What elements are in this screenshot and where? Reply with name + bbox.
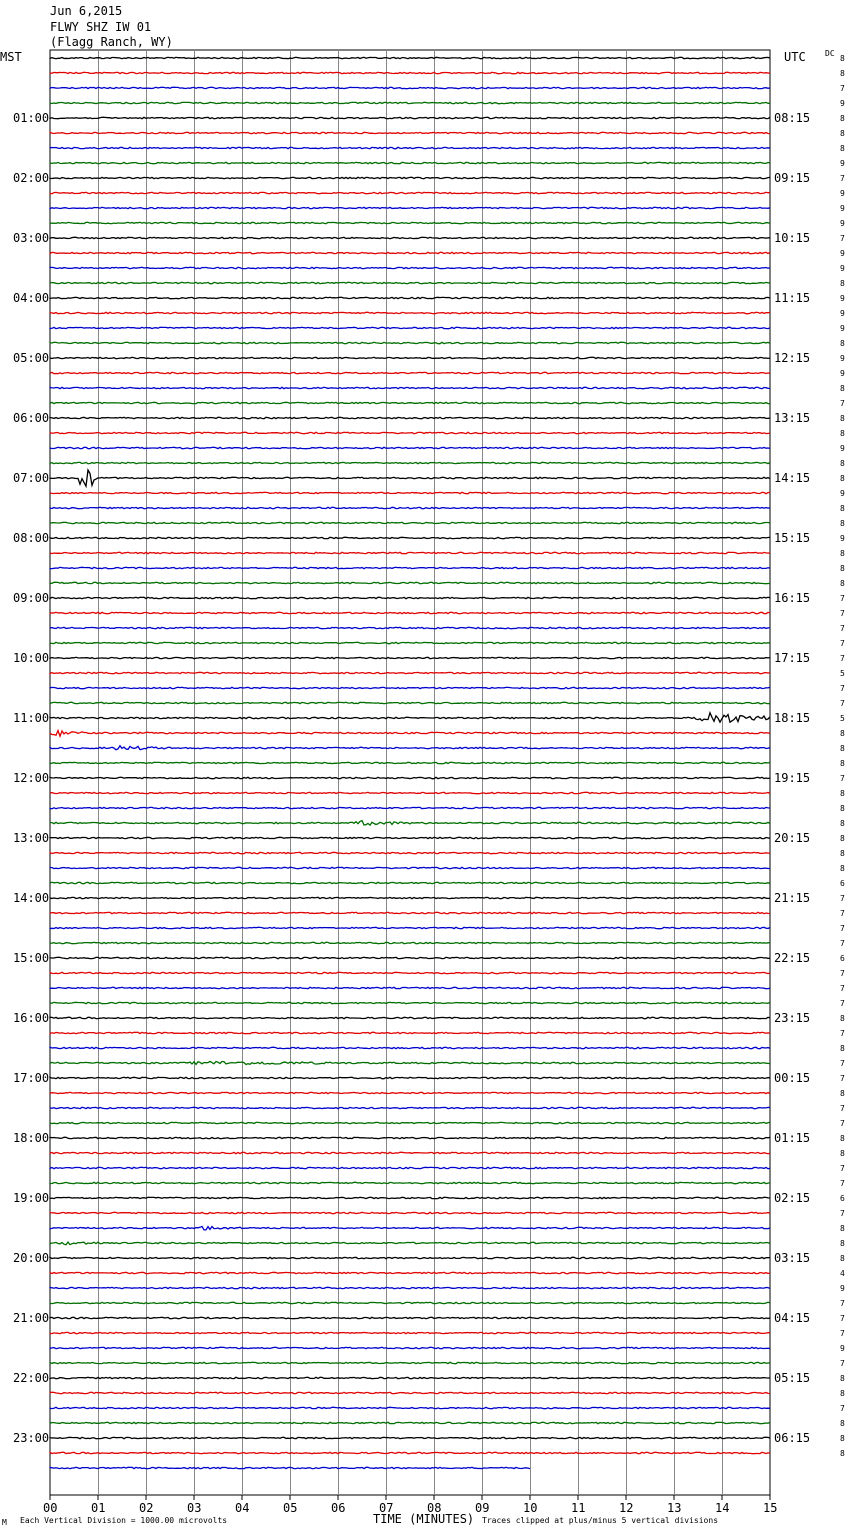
seismic-trace — [50, 1226, 770, 1230]
dc-value: 8 — [840, 1449, 845, 1458]
seismic-trace — [50, 297, 770, 298]
dc-value: 7 — [840, 924, 845, 933]
seismic-trace — [50, 1152, 770, 1153]
mst-hour-label: 11:00 — [13, 711, 50, 725]
dc-value: 8 — [840, 579, 845, 588]
dc-value: 7 — [840, 969, 845, 978]
seismic-trace — [50, 312, 770, 313]
mst-hour-label: 07:00 — [13, 471, 50, 485]
dc-value: 8 — [840, 1389, 845, 1398]
x-tick-label: 12 — [619, 1501, 634, 1515]
dc-value: 8 — [840, 504, 845, 513]
dc-value: 9 — [840, 489, 845, 498]
dc-value: 8 — [840, 1419, 845, 1428]
dc-value: 7 — [840, 234, 845, 243]
seismic-trace — [50, 687, 770, 688]
dc-value: 5 — [840, 714, 845, 723]
dc-value: 8 — [840, 1089, 845, 1098]
mst-hour-label: 20:00 — [13, 1251, 50, 1265]
dc-value: 8 — [840, 864, 845, 873]
x-tick-label: 00 — [43, 1501, 58, 1515]
dc-value: 8 — [840, 459, 845, 468]
seismic-trace — [50, 1107, 770, 1108]
dc-label: DC — [825, 49, 835, 58]
seismic-trace — [50, 1257, 770, 1258]
dc-value: 7 — [840, 894, 845, 903]
utc-hour-label: 05:15 — [774, 1371, 811, 1385]
seismic-trace — [50, 1197, 770, 1198]
dc-value: 7 — [840, 1029, 845, 1038]
seismic-trace — [50, 417, 770, 418]
mst-hour-label: 06:00 — [13, 411, 50, 425]
mst-hour-label: 21:00 — [13, 1311, 50, 1325]
seismic-trace — [50, 957, 770, 958]
dc-value: 7 — [840, 1359, 845, 1368]
dc-value: 9 — [840, 369, 845, 378]
seismic-trace — [50, 1287, 770, 1288]
seismic-trace — [50, 57, 770, 58]
dc-value: 8 — [840, 1224, 845, 1233]
x-tick-label: 05 — [283, 1501, 298, 1515]
dc-value: 9 — [840, 534, 845, 543]
seismic-trace — [50, 942, 770, 943]
dc-value: 8 — [840, 759, 845, 768]
footer-clip-note: Traces clipped at plus/minus 5 vertical divisions — [482, 1516, 719, 1525]
mst-hour-label: 05:00 — [13, 351, 50, 365]
utc-hour-label: 03:15 — [774, 1251, 811, 1265]
seismic-trace — [50, 462, 770, 463]
utc-hour-label: 02:15 — [774, 1191, 811, 1205]
dc-value: 7 — [840, 609, 845, 618]
seismic-trace — [50, 867, 770, 868]
mst-hour-label: 09:00 — [13, 591, 50, 605]
seismic-trace — [50, 470, 770, 486]
x-tick-label: 10 — [523, 1501, 538, 1515]
seismic-trace — [50, 731, 770, 737]
utc-hour-label: 13:15 — [774, 411, 811, 425]
seismic-trace — [50, 882, 770, 883]
seismic-trace — [50, 612, 770, 613]
seismic-trace — [50, 1167, 770, 1168]
seismic-trace — [50, 1377, 770, 1378]
mst-hour-label: 18:00 — [13, 1131, 50, 1145]
mst-axis-label: MST — [0, 50, 22, 64]
dc-value: 4 — [840, 1269, 845, 1278]
seismic-trace — [50, 522, 770, 523]
seismic-trace — [50, 627, 770, 628]
seismic-trace — [50, 1347, 770, 1348]
seismic-trace — [50, 72, 770, 73]
dc-value: 9 — [840, 1284, 845, 1293]
seismic-trace — [50, 987, 770, 988]
seismic-trace — [50, 132, 770, 133]
plot-frame — [50, 50, 770, 1495]
dc-value: 8 — [840, 54, 845, 63]
seismic-trace — [50, 1392, 770, 1393]
dc-value: 6 — [840, 879, 845, 888]
dc-value: 7 — [840, 1059, 845, 1068]
dc-value: 7 — [840, 1164, 845, 1173]
mst-hour-label: 15:00 — [13, 951, 50, 965]
seismic-trace — [50, 1092, 770, 1093]
seismic-trace — [50, 713, 770, 722]
seismic-trace — [50, 642, 770, 643]
dc-value: 9 — [840, 354, 845, 363]
seismic-trace — [50, 147, 770, 148]
grid-lines — [50, 50, 770, 1495]
dc-value: 8 — [840, 384, 845, 393]
seismic-trace — [50, 897, 770, 898]
mst-hour-label: 08:00 — [13, 531, 50, 545]
seismic-trace — [50, 912, 770, 913]
header-location: (Flagg Ranch, WY) — [50, 35, 173, 49]
dc-value: 8 — [840, 819, 845, 828]
seismic-trace — [50, 1077, 770, 1078]
x-tick-label: 02 — [139, 1501, 154, 1515]
utc-hour-label: 04:15 — [774, 1311, 811, 1325]
mst-hour-label: 04:00 — [13, 291, 50, 305]
axis-labels — [13, 54, 845, 1515]
seismic-trace — [50, 1061, 770, 1064]
dc-value: 7 — [840, 1179, 845, 1188]
seismic-trace — [50, 432, 770, 433]
dc-value: 8 — [840, 1239, 845, 1248]
dc-value: 8 — [840, 69, 845, 78]
x-axis-title: TIME (MINUTES) — [373, 1512, 475, 1526]
seismic-trace — [50, 972, 770, 973]
seismic-trace — [50, 357, 770, 358]
seismic-trace — [50, 252, 770, 253]
dc-value: 9 — [840, 204, 845, 213]
dc-value: 7 — [840, 1209, 845, 1218]
seismic-trace — [50, 567, 770, 568]
dc-value: 9 — [840, 444, 845, 453]
seismic-trace — [50, 837, 770, 838]
x-tick-label: 03 — [187, 1501, 202, 1515]
seismic-trace — [50, 672, 770, 673]
seismic-trace — [50, 746, 770, 750]
mst-hour-label: 22:00 — [13, 1371, 50, 1385]
dc-value: 7 — [840, 999, 845, 1008]
utc-hour-label: 22:15 — [774, 951, 811, 965]
seismic-trace — [50, 1002, 770, 1003]
dc-value: 8 — [840, 834, 845, 843]
dc-value: 7 — [840, 699, 845, 708]
dc-value: 7 — [840, 174, 845, 183]
utc-hour-label: 10:15 — [774, 231, 811, 245]
seismic-trace — [50, 537, 770, 538]
seismic-trace — [50, 1422, 770, 1423]
mst-hour-label: 23:00 — [13, 1431, 50, 1445]
dc-value: 8 — [840, 804, 845, 813]
seismic-trace — [50, 447, 770, 448]
utc-hour-label: 09:15 — [774, 171, 811, 185]
utc-hour-label: 17:15 — [774, 651, 811, 665]
dc-value: 8 — [840, 1014, 845, 1023]
dc-value: 7 — [840, 1119, 845, 1128]
mst-hour-label: 01:00 — [13, 111, 50, 125]
x-tick-label: 11 — [571, 1501, 586, 1515]
x-tick-label: 14 — [715, 1501, 730, 1515]
dc-value: 8 — [840, 1134, 845, 1143]
seismic-trace — [50, 807, 770, 808]
mst-hour-label: 03:00 — [13, 231, 50, 245]
seismic-trace — [50, 207, 770, 208]
header-station: FLWY SHZ IW 01 — [50, 20, 152, 34]
seismic-trace — [50, 702, 770, 703]
x-tick-label: 13 — [667, 1501, 682, 1515]
dc-value: 9 — [840, 99, 845, 108]
seismic-trace — [50, 852, 770, 853]
mst-hour-label: 13:00 — [13, 831, 50, 845]
dc-value: 7 — [840, 624, 845, 633]
mst-hour-label: 10:00 — [13, 651, 50, 665]
dc-value: 8 — [840, 114, 845, 123]
utc-hour-label: 20:15 — [774, 831, 811, 845]
seismic-trace — [50, 1362, 770, 1363]
x-tick-label: 07 — [379, 1501, 394, 1515]
dc-value: 7 — [840, 1074, 845, 1083]
dc-value: 8 — [840, 789, 845, 798]
seismic-trace — [50, 1437, 770, 1438]
seismic-trace — [50, 1317, 770, 1318]
dc-value: 7 — [840, 1104, 845, 1113]
seismic-trace — [50, 762, 770, 763]
dc-value: 8 — [840, 1434, 845, 1443]
seismic-trace — [50, 237, 770, 238]
utc-hour-label: 12:15 — [774, 351, 811, 365]
header-date: Jun 6,2015 — [50, 4, 123, 18]
utc-hour-label: 11:15 — [774, 291, 811, 305]
dc-value: 7 — [840, 684, 845, 693]
mst-hour-label: 14:00 — [13, 891, 50, 905]
dc-value: 8 — [840, 144, 845, 153]
seismic-trace — [50, 117, 770, 118]
dc-value: 5 — [840, 669, 845, 678]
dc-value: 7 — [840, 639, 845, 648]
dc-value: 8 — [840, 519, 845, 528]
dc-value: 8 — [840, 129, 845, 138]
utc-hour-label: 00:15 — [774, 1071, 811, 1085]
footer-corner-mark: M — [2, 1518, 7, 1527]
x-tick-label: 09 — [475, 1501, 490, 1515]
seismic-trace — [50, 342, 770, 343]
dc-value: 8 — [840, 1149, 845, 1158]
x-tick-label: 15 — [763, 1501, 778, 1515]
seismic-trace — [50, 1017, 770, 1018]
mst-hour-label: 16:00 — [13, 1011, 50, 1025]
utc-hour-label: 08:15 — [774, 111, 811, 125]
dc-value: 9 — [840, 1344, 845, 1353]
seismic-trace — [50, 1182, 770, 1183]
dc-value: 7 — [840, 984, 845, 993]
seismic-trace — [50, 1122, 770, 1123]
mst-hour-label: 17:00 — [13, 1071, 50, 1085]
footer-scale-note: Each Vertical Division = 1000.00 microvolts — [20, 1516, 228, 1525]
utc-hour-label: 19:15 — [774, 771, 811, 785]
utc-hour-label: 14:15 — [774, 471, 811, 485]
seismic-trace — [50, 507, 770, 508]
seismic-trace — [50, 327, 770, 328]
dc-value: 9 — [840, 249, 845, 258]
seismic-trace — [50, 777, 770, 778]
dc-value: 7 — [840, 1299, 845, 1308]
dc-value: 6 — [840, 954, 845, 963]
dc-value: 9 — [840, 294, 845, 303]
seismic-trace — [50, 1332, 770, 1333]
utc-hour-label: 06:15 — [774, 1431, 811, 1445]
mst-hour-label: 19:00 — [13, 1191, 50, 1205]
seismic-trace — [50, 87, 770, 88]
seismic-trace — [50, 1032, 770, 1033]
seismic-trace — [50, 1272, 770, 1273]
seismic-trace — [50, 552, 770, 553]
dc-value: 8 — [840, 729, 845, 738]
seismic-trace — [50, 282, 770, 283]
dc-value: 7 — [840, 399, 845, 408]
seismic-trace — [50, 1407, 770, 1408]
seismic-trace — [50, 1137, 770, 1138]
dc-value: 8 — [840, 849, 845, 858]
x-tick-label: 08 — [427, 1501, 442, 1515]
seismic-trace — [50, 492, 770, 493]
mst-hour-label: 02:00 — [13, 171, 50, 185]
dc-value: 9 — [840, 309, 845, 318]
dc-value: 9 — [840, 219, 845, 228]
dc-value: 9 — [840, 159, 845, 168]
x-tick-label: 04 — [235, 1501, 250, 1515]
traces — [50, 57, 770, 1468]
seismic-trace — [50, 597, 770, 598]
dc-value: 8 — [840, 1044, 845, 1053]
seismic-trace — [50, 1242, 770, 1245]
x-tick-label: 01 — [91, 1501, 106, 1515]
dc-value: 7 — [840, 1314, 845, 1323]
dc-value: 8 — [840, 429, 845, 438]
dc-value: 8 — [840, 1254, 845, 1263]
dc-value: 9 — [840, 264, 845, 273]
utc-hour-label: 16:15 — [774, 591, 811, 605]
seismic-trace — [50, 821, 770, 826]
seismic-trace — [50, 387, 770, 388]
dc-value: 9 — [840, 324, 845, 333]
dc-value: 7 — [840, 939, 845, 948]
dc-value: 8 — [840, 279, 845, 288]
seismic-trace — [50, 102, 770, 103]
dc-value: 9 — [840, 189, 845, 198]
dc-value: 8 — [840, 1374, 845, 1383]
seismic-trace — [50, 927, 770, 928]
seismic-trace — [50, 1302, 770, 1303]
dc-value: 8 — [840, 414, 845, 423]
x-tick-label: 06 — [331, 1501, 346, 1515]
dc-value: 7 — [840, 1404, 845, 1413]
dc-value: 7 — [840, 84, 845, 93]
mst-hour-label: 12:00 — [13, 771, 50, 785]
seismic-trace — [50, 372, 770, 373]
utc-axis-label: UTC — [784, 50, 806, 64]
seismic-trace — [50, 1452, 770, 1453]
utc-hour-label: 01:15 — [774, 1131, 811, 1145]
dc-value: 7 — [840, 654, 845, 663]
seismic-trace — [50, 162, 770, 163]
dc-value: 8 — [840, 564, 845, 573]
seismic-trace — [50, 177, 770, 178]
seismic-trace — [50, 582, 770, 583]
seismic-trace — [50, 402, 770, 403]
seismic-trace — [50, 792, 770, 793]
utc-hour-label: 15:15 — [774, 531, 811, 545]
seismic-trace — [50, 267, 770, 268]
seismic-trace — [50, 222, 770, 223]
dc-value: 7 — [840, 1329, 845, 1338]
utc-hour-label: 23:15 — [774, 1011, 811, 1025]
dc-value: 7 — [840, 909, 845, 918]
dc-value: 8 — [840, 549, 845, 558]
dc-value: 7 — [840, 594, 845, 603]
seismic-trace — [50, 192, 770, 193]
dc-value: 7 — [840, 774, 845, 783]
dc-value: 6 — [840, 1194, 845, 1203]
seismic-trace — [50, 1212, 770, 1213]
utc-hour-label: 18:15 — [774, 711, 811, 725]
dc-value: 8 — [840, 474, 845, 483]
utc-hour-label: 21:15 — [774, 891, 811, 905]
dc-value: 8 — [840, 744, 845, 753]
seismic-trace — [50, 657, 770, 658]
dc-value: 8 — [840, 339, 845, 348]
seismic-trace — [50, 1047, 770, 1048]
